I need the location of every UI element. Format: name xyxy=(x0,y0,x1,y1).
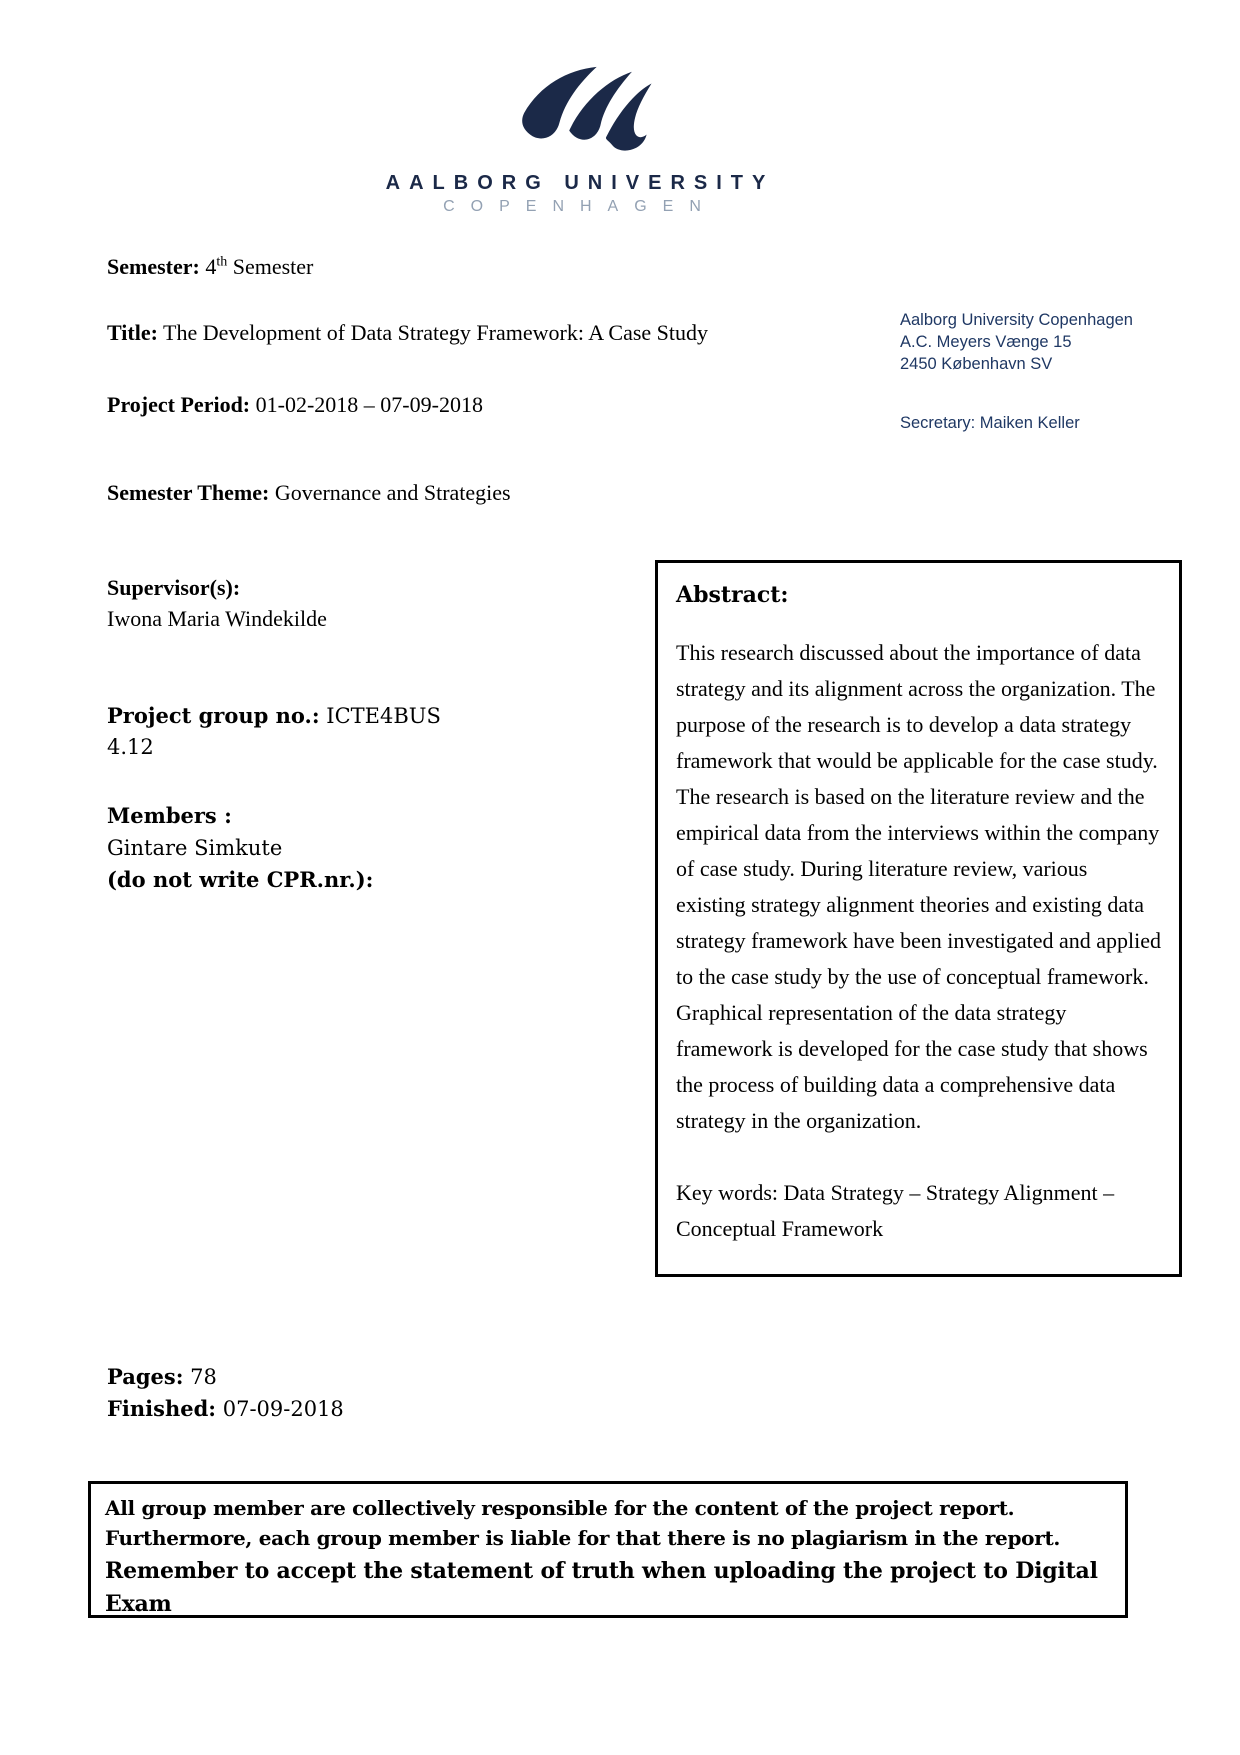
pages-label: Pages: xyxy=(107,1364,184,1389)
address-line-2: A.C. Meyers Vænge 15 xyxy=(900,333,1072,351)
supervisor-block xyxy=(107,572,327,634)
semester-row xyxy=(107,252,313,282)
supervisor-label: Supervisor(s): xyxy=(107,575,241,600)
abstract-keywords: Key words: Data Strategy – Strategy Alignment – Conceptual Framework xyxy=(676,1180,1115,1241)
finished-line xyxy=(107,1393,344,1425)
semester-label: Semester: xyxy=(107,254,200,279)
finished-value: 07-09-2018 xyxy=(222,1397,344,1421)
member-name: Gintare Simkute xyxy=(107,836,283,860)
members-label: Members : xyxy=(107,803,232,828)
statement-line-1: All group member are collectively responsible for the content of the project report. xyxy=(105,1496,1015,1520)
pages-block xyxy=(107,1361,344,1425)
statement-line-2: Furthermore, each group member is liable for that there is no plagiarism in the report. xyxy=(105,1526,1061,1550)
semester-theme-row xyxy=(107,478,511,508)
pages-value: 78 xyxy=(190,1365,217,1389)
secretary-line: Secretary: Maiken Keller xyxy=(900,414,1080,432)
title-row xyxy=(107,318,757,348)
members-block xyxy=(107,800,373,896)
address-line-3: 2450 København SV xyxy=(900,355,1053,373)
project-group-label: Project group no.: xyxy=(107,703,320,728)
logo-campus-name: COPENHAGEN xyxy=(443,198,717,215)
title-value: The Development of Data Strategy Framework: A Case Study xyxy=(163,320,709,345)
logo-university-name: AALBORG UNIVERSITY xyxy=(385,172,775,194)
semester-theme-value: Governance and Strategies xyxy=(274,480,511,505)
abstract-box xyxy=(655,560,1182,1277)
finished-label: Finished: xyxy=(107,1396,217,1421)
statement-line-3: Remember to accept the statement of truth when uploading the project to Digital Exam xyxy=(105,1558,1098,1617)
project-group-number: 4.12 xyxy=(107,735,154,759)
semester-theme-label: Semester Theme: xyxy=(107,480,270,505)
university-address xyxy=(900,309,1230,375)
project-group-value: ICTE4BUS xyxy=(326,704,441,728)
title-label: Title: xyxy=(107,320,158,345)
address-line-1: Aalborg University Copenhagen xyxy=(900,311,1133,329)
project-period-value: 01-02-2018 – 07-09-2018 xyxy=(255,392,483,417)
project-group-line xyxy=(107,700,441,732)
project-period-label: Project Period: xyxy=(107,392,251,417)
project-group-block xyxy=(107,700,441,763)
semester-value: 4th Semester xyxy=(205,254,314,279)
ordinal-suffix: th xyxy=(216,254,228,270)
aau-logo-swoosh-icon xyxy=(505,62,655,160)
project-period-row xyxy=(107,390,483,420)
pages-line xyxy=(107,1361,344,1393)
aau-logo xyxy=(380,62,780,216)
abstract-heading: Abstract: xyxy=(676,582,789,608)
cpr-note: (do not write CPR.nr.): xyxy=(107,867,374,892)
abstract-body: This research discussed about the importance of data strategy and its alignment across the organization. The purpose of the research is to develop a data strategy framework that would be applicable for the case study. The research is based on the literature review and the empirical data from the interviews within the company of case study. During literature review, various existing strategy alignment theories and existing data strategy framework have been investigated and applied to the case study by the use of conceptual framework. Graphical representation of the data strategy framework is developed for the case study that shows the process of building data a comprehensive data strategy in the organization. xyxy=(676,640,1162,1133)
supervisor-name: Iwona Maria Windekilde xyxy=(107,606,327,631)
responsibility-statement-box xyxy=(88,1481,1128,1618)
